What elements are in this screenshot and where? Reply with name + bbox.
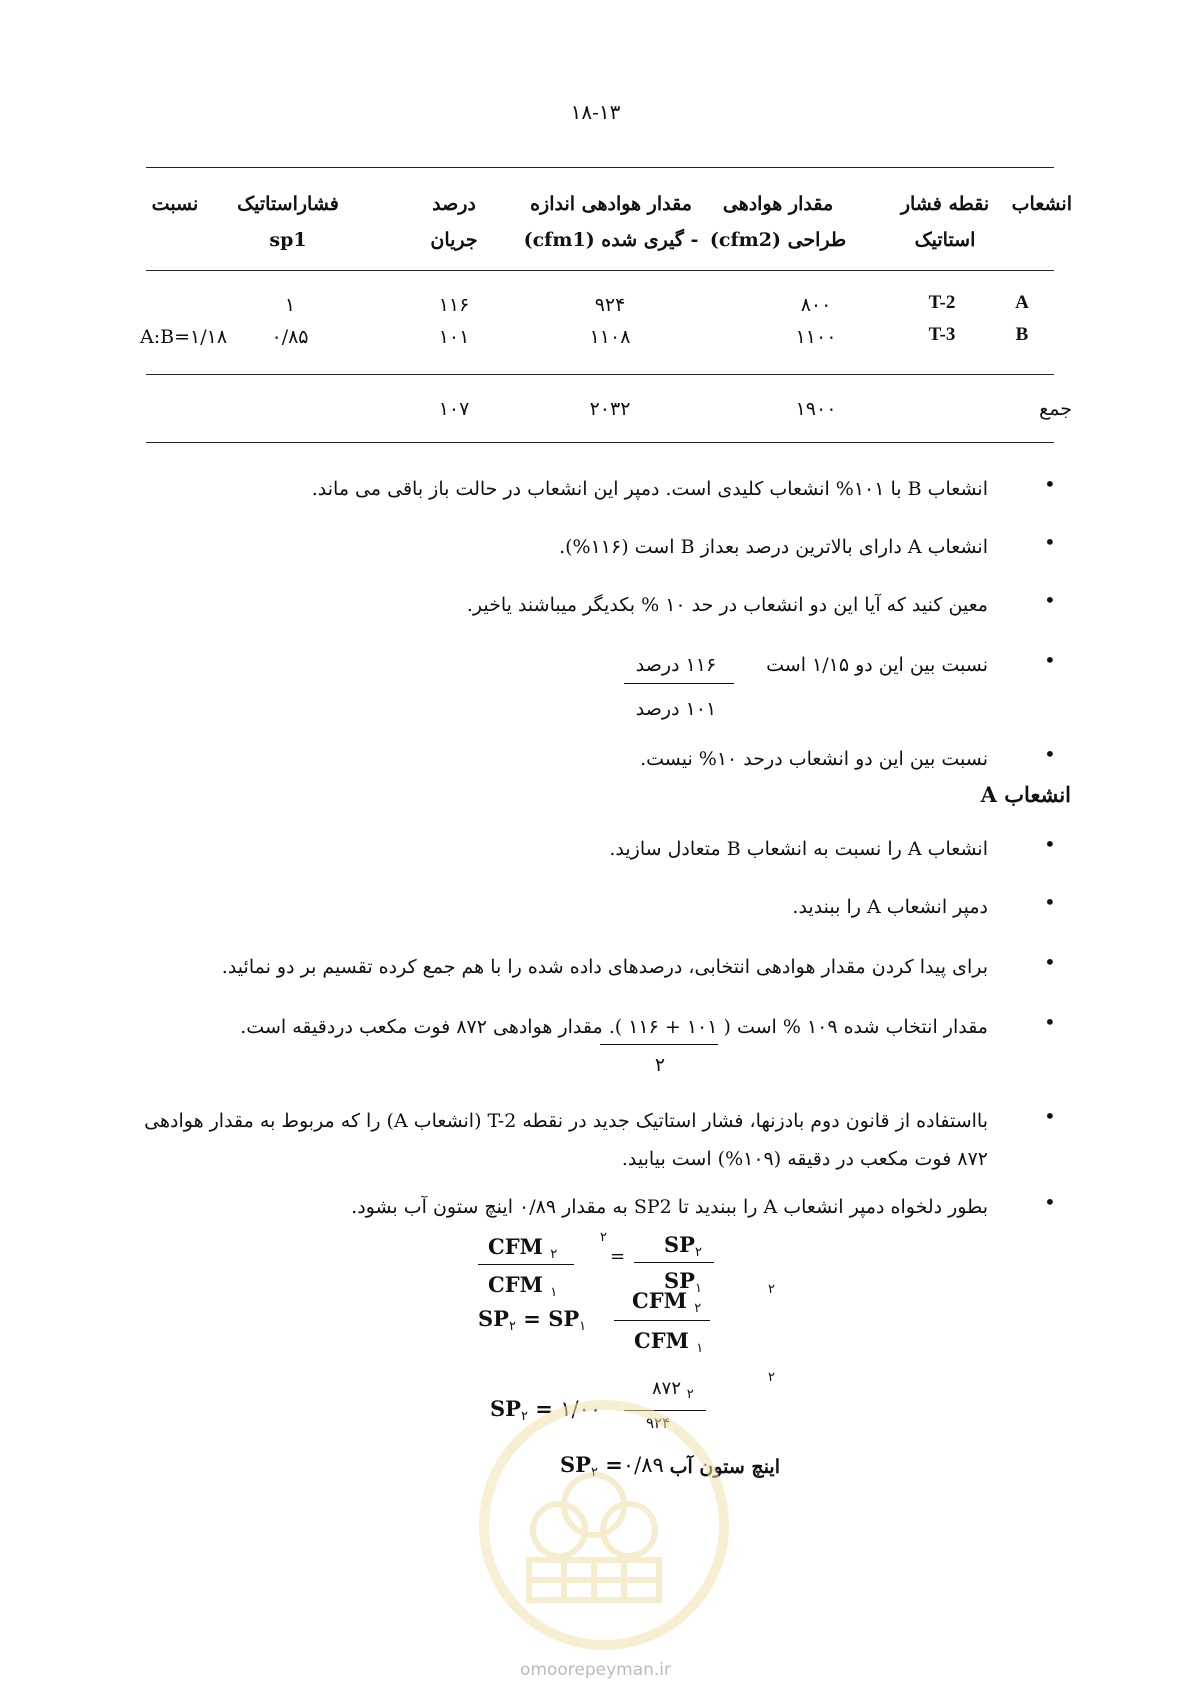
header-ratio: نسبت (151, 193, 199, 215)
header-branch: انشعاب (1011, 193, 1072, 215)
formula-cfm2: CFM ۲ (632, 1288, 702, 1316)
formula-result-unit: اینچ ستون آب (669, 1456, 780, 1478)
cell-total-design: ۱۹۰۰ (795, 398, 837, 420)
cell-sp: ۱ (284, 294, 296, 316)
list-item: دمپر انشعاب A را ببندید. (792, 896, 988, 918)
list-item: انشعاب A را نسبت به انشعاب B متعادل سازید. (609, 838, 988, 860)
section-heading: انشعاب A (980, 782, 1071, 807)
cell-ratio: A:B=۱/۱۸ (140, 326, 228, 348)
list-item: انشعاب B با ۱۰۱% انشعاب کلیدی است. دمپر این انشعاب در حالت باز باقی می ماند. (311, 478, 988, 500)
ratio-numerator: ۱۱۶ درصد (635, 654, 717, 676)
formula-cfm2: CFM ۲ (488, 1234, 558, 1262)
bullet-dot: • (1044, 890, 1056, 914)
list-item-continuation: ۸۷۲ فوت مکعب در دقیقه (۱۰۹%) است بیابید. (621, 1148, 988, 1170)
bullet-dot: • (1044, 588, 1056, 612)
list-item: بطور دلخواه دمپر انشعاب A را ببندید تا SP2 به مقدار ۰/۸۹ اینچ ستون آب بشود. (351, 1196, 988, 1218)
list-item: نسبت بین این دو ۱/۱۵ است (766, 654, 988, 676)
cell-measured: ۹۲۴ (594, 294, 626, 316)
bullet-dot: • (1044, 1010, 1056, 1034)
formula-sp2-eq-sp1: SP۲ = SP۱ (478, 1306, 587, 1334)
cell-design: ۸۰۰ (800, 294, 832, 316)
list-item: معین کنید که آیا این دو انشعاب در حد ۱۰ % بکدیگر میباشند یاخیر. (466, 594, 988, 616)
bullet-dot: • (1044, 472, 1056, 496)
cell-design: ۱۱۰۰ (795, 326, 837, 348)
cell-sp: ۰/۸۵ (271, 326, 309, 348)
cell-total-label: جمع (1039, 398, 1072, 420)
cell-total-measured: ۲۰۳۲ (589, 398, 631, 420)
ratio-fraction-line (624, 683, 734, 684)
header-percent-line2: جریان (430, 229, 478, 251)
formula-sp2: SP۲ (664, 1232, 702, 1260)
formula-cfm1: CFM ۱ (488, 1272, 558, 1300)
header-static-pressure-line1: فشاراستاتیک (237, 193, 339, 215)
table-header-rule (146, 270, 1054, 271)
footer-site-text: omoorepeyman.ir (519, 1660, 672, 1680)
list-item: انشعاب A دارای بالاترین درصد بعداز B است (۱۱۶%). (559, 536, 988, 558)
header-static-pressure (228, 186, 348, 258)
average-denominator: ۲ (654, 1054, 666, 1076)
header-static-point (882, 186, 1008, 258)
formula-cfm1: CFM ۱ (634, 1328, 704, 1356)
formula-fraction-line (478, 1264, 574, 1265)
cell-point: T-2 (928, 292, 956, 313)
header-percent (414, 186, 494, 258)
formula-sp1: SP۱ (664, 1268, 702, 1296)
watermark-seal-icon (479, 1400, 729, 1650)
header-design-flow-line2: طراحی (cfm2) (709, 229, 847, 251)
header-static-point-line2: استاتیک (914, 229, 976, 251)
cell-point: T-3 (928, 324, 956, 345)
formula-fraction-line (614, 1320, 710, 1321)
formula-924: ۹۲۴ (646, 1414, 671, 1432)
formula-sp2-eq-value: SP۲ = ۱/۰۰ (490, 1396, 602, 1424)
header-measured-flow-line1: مقدار هوادهی اندازه (530, 193, 692, 215)
header-design-flow (706, 186, 850, 258)
header-static-point-line1: نقطه فشار (900, 193, 990, 215)
bullet-dot: • (1044, 648, 1056, 672)
list-item: مقدار انتخاب شده ۱۰۹ % است ( ۱۰۱ + ۱۱۶ ). مقدار هوادهی ۸۷۲ فوت مکعب دردقیقه است. (240, 1016, 988, 1038)
header-static-pressure-line2: sp1 (269, 229, 307, 251)
page-number: ۱۸-۱۳ (570, 100, 621, 124)
list-item: نسبت بین این دو انشعاب درحد ۱۰% نیست. (640, 748, 988, 770)
average-fraction-line (600, 1044, 718, 1045)
ratio-denominator: ۱۰۱ درصد (635, 698, 717, 720)
bullet-dot: • (1044, 742, 1056, 766)
seal-graphic (489, 1410, 699, 1620)
cell-branch: B (1015, 324, 1029, 345)
cell-branch: A (1015, 292, 1029, 313)
cell-total-percent: ۱۰۷ (438, 398, 470, 420)
formula-872: ۸۷۲ $_۲$ (652, 1378, 694, 1402)
header-design-flow-line1: مقدار هوادهی (722, 193, 834, 215)
formula-exponent: ۲ (768, 1370, 775, 1385)
bullet-dot: • (1044, 1104, 1056, 1128)
bullet-dot: • (1044, 530, 1056, 554)
bullet-dot: • (1044, 950, 1056, 974)
formula-fraction-line (634, 1262, 714, 1263)
formula-result: SP۲ =۰/۸۹ (560, 1452, 664, 1480)
bullet-dot: • (1044, 1190, 1056, 1214)
list-item: بااستفاده از قانون دوم بادزنها، فشار استاتیک جدید در نقطه T-2 (انشعاب A) را که مربوط به مقدار هوادهی (144, 1110, 988, 1132)
table-bottom-rule (146, 442, 1054, 443)
header-measured-flow (518, 186, 704, 258)
list-item: برای پیدا کردن مقدار هوادهی انتخابی، درصدهای داده شده را با هم جمع کرده تقسیم بر دو نمائید. (221, 956, 988, 978)
formula-exponent: ۲ (768, 1282, 775, 1297)
cell-percent: ۱۰۱ (438, 326, 470, 348)
cell-measured: ۱۱۰۸ (589, 326, 631, 348)
bullet-dot: • (1044, 832, 1056, 856)
formula-equals: = (610, 1246, 626, 1267)
table-total-rule (146, 374, 1054, 375)
formula-exponent: ۲ (600, 1230, 607, 1245)
cell-percent: ۱۱۶ (438, 294, 470, 316)
table-top-rule (146, 167, 1054, 168)
header-measured-flow-line2: - گیری شده (cfm1) (523, 229, 699, 251)
header-percent-line1: درصد (432, 193, 476, 215)
